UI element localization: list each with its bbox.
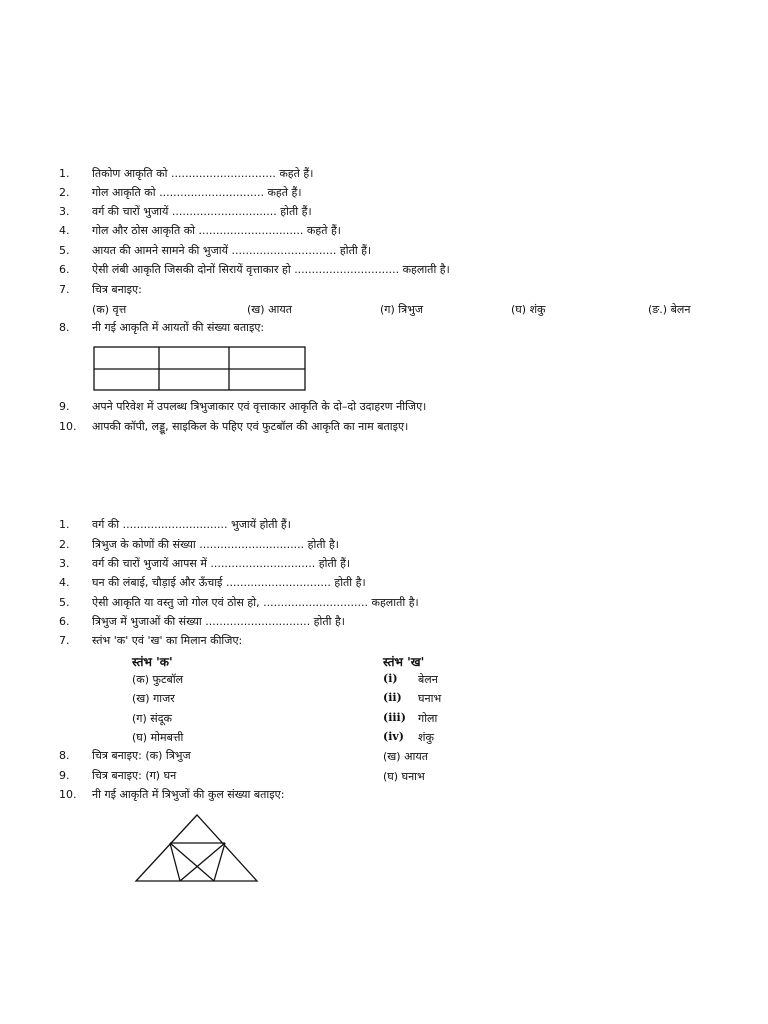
column-b-item: घनाभ	[418, 692, 442, 705]
question-number: 3.	[59, 205, 70, 218]
question-number: 10.	[59, 788, 77, 801]
left-vertical	[170, 843, 180, 881]
question-number: 2.	[59, 538, 70, 551]
question-text: गोल और ठोस आकृति को .............................. कहते हैं।	[92, 224, 341, 237]
column-b-item: शंकु	[418, 731, 434, 744]
question-text: नी गई आकृति में आयतों की संख्या बताइए:	[92, 321, 265, 334]
option-ka: (क) वृत्त	[92, 303, 127, 316]
question-text: वर्ग की .............................. भुजायें होती हैं।	[92, 518, 291, 531]
question-number: 8.	[59, 321, 70, 334]
column-b-numeral: (iv)	[383, 730, 404, 743]
question-8-right-option: (ख) आयत	[383, 750, 428, 763]
column-a-item: (क) फुटबॉल	[132, 673, 184, 686]
question-text: वर्ग की चारों भुजायें .............................. होती हैं।	[92, 205, 312, 218]
question-text: अपने परिवेश में उपलब्ध त्रिभुजाकार एवं वृत्ताकार आकृति के दो–दो उदाहरण नीजिए।	[92, 400, 427, 413]
option-gha: (घ) शंकु	[511, 303, 546, 316]
question-number: 8.	[59, 749, 70, 762]
question-text: ऐसी आकृति या वस्तु जो गोल एवं ठोस हो, .............................. कहलाती है।	[92, 596, 419, 609]
question-text: त्रिभुज के कोणों की संख्या .............................. होती है।	[92, 538, 339, 551]
question-text: चित्र बनाइए:	[92, 283, 142, 296]
column-b-numeral: (i)	[383, 672, 398, 685]
column-b-header: स्तंभ 'ख'	[383, 655, 425, 669]
diagonal-right	[180, 843, 225, 881]
column-b-numeral: (iii)	[383, 711, 406, 724]
question-number: 2.	[59, 186, 70, 199]
question-text: चित्र बनाइए: (ग) घन	[92, 769, 177, 782]
question-text: घन की लंबाई, चौड़ाई और ऊँचाई .............................. होती है।	[92, 576, 366, 589]
diagonal-left	[170, 843, 214, 881]
right-vertical	[214, 843, 225, 881]
option-ga: (ग) त्रिभुज	[380, 303, 424, 316]
question-number: 6.	[59, 263, 70, 276]
column-a-item: (ग) संदूक	[132, 712, 172, 725]
question-number: 10.	[59, 420, 77, 433]
question-9-right-option: (घ) घनाभ	[383, 770, 425, 783]
question-text: आयत की आमने सामने की भुजायें .............................. होती हैं।	[92, 244, 372, 257]
question-number: 4.	[59, 576, 70, 589]
column-b-item: बेलन	[418, 673, 438, 686]
question-text: नी गई आकृति में त्रिभुजों की कुल संख्या बताइए:	[92, 788, 285, 801]
question-number: 5.	[59, 596, 70, 609]
column-a-header: स्तंभ 'क'	[132, 655, 173, 669]
option-nga: (ङ.) बेलन	[648, 303, 691, 316]
option-kha: (ख) आयत	[247, 303, 292, 316]
outer-triangle	[136, 815, 257, 881]
question-number: 5.	[59, 244, 70, 257]
question-number: 7.	[59, 634, 70, 647]
question-text: वर्ग की चारों भुजायें आपस में .............................. होती हैं।	[92, 557, 351, 570]
question-number: 9.	[59, 769, 70, 782]
question-text: चित्र बनाइए: (क) त्रिभुज	[92, 749, 191, 762]
question-number: 6.	[59, 615, 70, 628]
question-number: 1.	[59, 518, 70, 531]
column-a-item: (घ) मोमबत्ती	[132, 731, 184, 744]
question-number: 3.	[59, 557, 70, 570]
question-text: त्रिभुज में भुजाओं की संख्या .............................. होती है।	[92, 615, 345, 628]
question-number: 7.	[59, 283, 70, 296]
question-number: 9.	[59, 400, 70, 413]
question-number: 4.	[59, 224, 70, 237]
column-b-item: गोला	[418, 712, 438, 725]
question-text: गोल आकृति को .............................. कहते हैं।	[92, 186, 302, 199]
column-a-item: (ख) गाजर	[132, 692, 175, 705]
column-b-numeral: (ii)	[383, 691, 402, 704]
question-text: ऐसी लंबी आकृति जिसकी दोनों सिरायें वृत्ताकार हो .............................. कहलाती है।	[92, 263, 450, 276]
question-text: आपकी कॉपी, लड्डू, साइकिल के पहिए एवं फुटबॉल की आकृति का नाम बताइए।	[92, 420, 409, 433]
question-text: स्तंभ 'क' एवं 'ख' का मिलान कीजिए:	[92, 634, 243, 647]
question-number: 1.	[59, 167, 70, 180]
question-text: तिकोण आकृति को .............................. कहते हैं।	[92, 167, 314, 180]
